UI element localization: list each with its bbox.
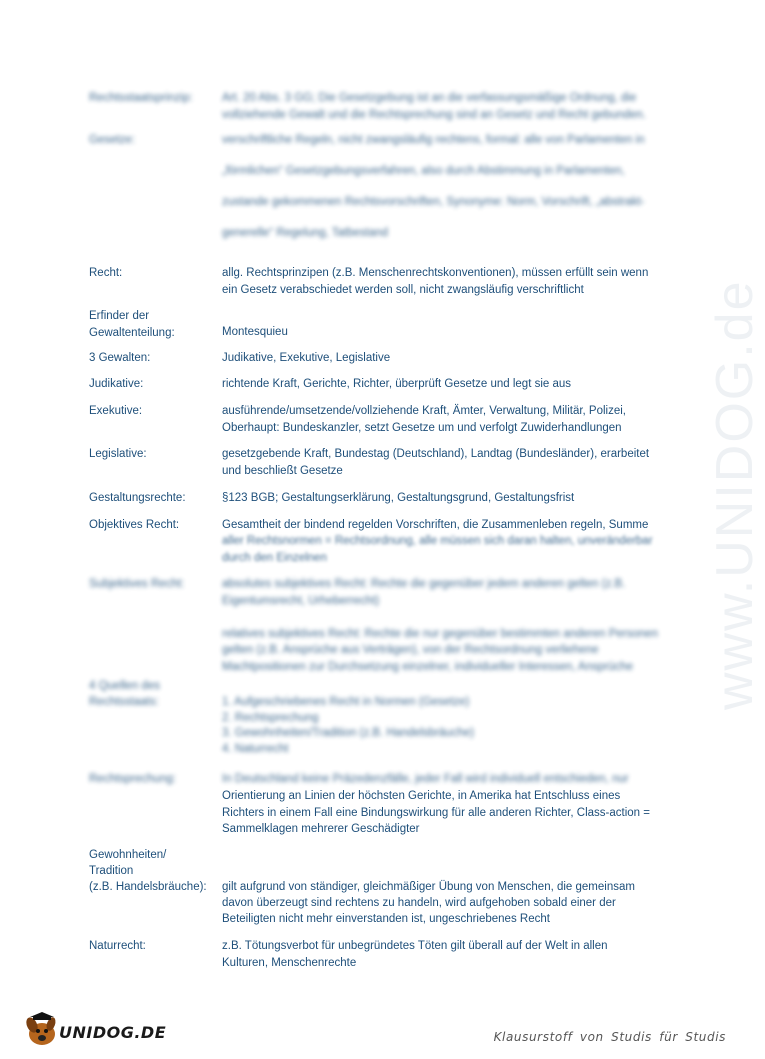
entry-definition: z.B. Tötungsverbot für unbegründetes Töten gilt überall auf der Welt in allen Kulturen, Menschenrechte <box>222 940 608 969</box>
entry-definition-visible: Gesamtheit der bindend regelden Vorschriften, die Zusammenleben regeln, Summe <box>222 519 649 531</box>
footer-slogan: Klausurstoff von Studis für Studis <box>493 1030 726 1044</box>
entry-term: Erfinder der Gewaltenteilung: <box>89 310 175 339</box>
logo-text: UNIDOG.DE <box>59 1023 167 1042</box>
entry-definition: verschriftliche Regeln, nicht zwangsläufig rechtens, formal: alle von Parlamenten in „förmlichen“ Gesetzgebungsverfahren, also durch Abstimmung in Parlamenten, zustande gekommenen Rechtsvorschriften, Synonyme: Norm, Vorschrift, „abstrakt- generelle“ Regelung, Tatbestand <box>222 134 645 239</box>
dog-icon <box>22 1010 62 1050</box>
entry-term: Naturrecht: <box>89 940 146 952</box>
entry-term: Rechtsprechung: <box>89 773 176 785</box>
entry-definition-blurred: aller Rechtsnormen = Rechtsordnung, alle müssen sich daran halten, unveränderbar durch den Einzelnen <box>222 535 653 564</box>
entry-definition: 1. Aufgeschriebenes Recht in Normen (Gesetze) 2. Rechtsprechung 3. Gewohnheiten/Tradition (z.B. Handelsbräuche) 4. Naturrecht <box>222 696 475 755</box>
entry-definition-blurred: In Deutschland keine Präzedenzfälle, jeder Fall wird individuell entschieden, nur <box>222 773 629 785</box>
entry-definition: gesetzgebende Kraft, Bundestag (Deutschland), Landtag (Bundesländer), erarbeitet und beschließt Gesetze <box>222 448 650 477</box>
entry-term: Judikative: <box>89 378 144 390</box>
entry-term: Exekutive: <box>89 405 143 417</box>
entry-term: 4 Quellen des Rechtsstaats: <box>89 680 160 708</box>
entry-term: Recht: <box>89 267 123 279</box>
entry-term: Rechtsstaatsprinzip: <box>89 92 193 104</box>
entry-definition: Art. 20 Abs. 3 GG; Die Gesetzgebung ist an die verfassungsmäßige Ordnung, die vollziehende Gewalt und die Rechtsprechung sind an Gesetz und Recht gebunden. <box>222 92 646 121</box>
entry-definition: ausführende/umsetzende/vollziehende Kraft, Ämter, Verwaltung, Militär, Polizei, Oberhaupt: Bundeskanzler, setzt Gesetze um und verfolgt Zuwiderhandlungen <box>222 405 626 434</box>
entry-definition: §123 BGB; Gestaltungserklärung, Gestaltungsgrund, Gestaltungsfrist <box>222 492 575 504</box>
entry-definition: richtende Kraft, Gerichte, Richter, überprüft Gesetze und legt sie aus <box>222 378 572 390</box>
entry-definition: gilt aufgrund von ständiger, gleichmäßiger Übung von Menschen, die gemeinsam davon überzeugt sind rechtens zu handeln, wird aufgehoben sobald einer der Beteiligten nicht mehr einverstanden ist, ungeschriebenes Recht <box>222 881 635 925</box>
entry-term: 3 Gewalten: <box>89 352 151 364</box>
entry-term: Objektives Recht: <box>89 519 180 531</box>
entry-definition: Montesquieu <box>222 326 288 338</box>
entry-definition-visible: Orientierung an Linien der höchsten Gerichte, in Amerika hat Entschluss eines Richters in einem Fall eine Bindungswirkung für alle anderen Richter, Class-action = Sammelklagen mehrerer Geschädigter <box>222 790 650 835</box>
watermark: www.UNIDOG.de <box>706 279 764 710</box>
entry-definition: absolutes subjektives Recht: Rechte die gegenüber jedem anderen gelten (z.B. Eigentumsrecht, Urheberrecht) relatives subjektives Recht: Rechte die nur gegenüber bestimmten anderen Personen gelten (z.B. Ansprüche aus Verträgen), von der Rechtsordnung verliehene Machtpositionen zur Durchsetzung einzelner, individueller Interessen, Ansprüche <box>222 578 658 673</box>
unidog-logo <box>22 1010 167 1050</box>
entry-definition: Judikative, Exekutive, Legislative <box>222 352 391 364</box>
entry-definition: allg. Rechtsprinzipen (z.B. Menschenrechtskonventionen), müssen erfüllt sein wenn ein Gesetz verabschiedet werden soll, nicht zwangsläufig verschriftlicht <box>222 267 649 296</box>
entry-term: Gewohnheiten/ Tradition (z.B. Handelsbräuche): <box>89 849 207 893</box>
entry-term: Subjektives Recht: <box>89 578 185 590</box>
entry-term: Gesetze: <box>89 134 136 146</box>
entry-term: Legislative: <box>89 448 147 460</box>
entry-term: Gestaltungsrechte: <box>89 492 186 504</box>
